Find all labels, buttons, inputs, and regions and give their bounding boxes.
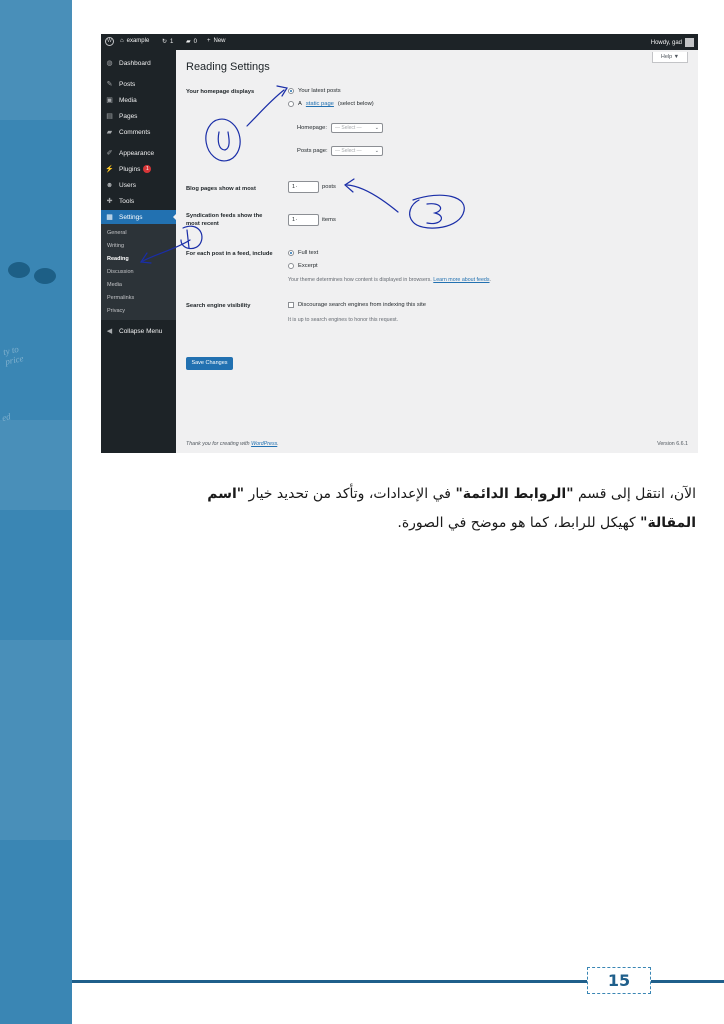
collapse-menu-button[interactable]: ◀ Collapse Menu: [106, 327, 163, 335]
visibility-note: It is up to search engines to honor this request.: [288, 317, 399, 323]
body-paragraph-line-2: المقالة" كهيكل للرابط، كما هو موضح في الصورة.: [397, 515, 696, 531]
brush-icon: ✐: [106, 150, 113, 157]
menu-item-pages[interactable]: ▤ Pages: [106, 112, 138, 120]
version-text: Version 6.6.1: [657, 441, 688, 447]
submenu-discussion[interactable]: Discussion: [107, 269, 134, 275]
homepage-select-label: Homepage:: [297, 125, 327, 131]
submenu-general[interactable]: General: [107, 230, 127, 236]
wordpress-screenshot: [101, 34, 698, 453]
excerpt-option[interactable]: Excerpt: [288, 263, 318, 269]
menu-item-users[interactable]: ☻ Users: [105, 181, 136, 189]
learn-more-feeds-link[interactable]: Learn more about feeds: [433, 277, 490, 283]
excerpt-radio[interactable]: [288, 263, 294, 269]
latest-posts-radio[interactable]: [288, 88, 294, 94]
submenu-permalinks[interactable]: Permalinks: [107, 295, 135, 301]
decorative-side-band: ty to price ed: [0, 0, 72, 1024]
menu-item-media[interactable]: ▣ Media: [106, 96, 137, 104]
submenu-reading[interactable]: Reading: [107, 256, 129, 262]
comment-bubble-icon: ▰: [186, 39, 191, 45]
static-page-link[interactable]: static page: [305, 101, 334, 107]
save-changes-button[interactable]: Save Changes: [186, 357, 233, 370]
latest-posts-option[interactable]: Your latest posts: [288, 88, 341, 94]
menu-item-comments[interactable]: ▰ Comments: [106, 128, 151, 136]
blog-pages-input[interactable]: 1٠: [288, 181, 319, 193]
submenu-media[interactable]: Media: [107, 282, 122, 288]
menu-item-dashboard[interactable]: ◍ Dashboard: [106, 59, 151, 67]
chevron-down-icon: ⌄: [374, 148, 379, 154]
homepage-displays-label: Your homepage displays: [186, 89, 255, 95]
updates-count[interactable]: 1: [170, 38, 174, 45]
admin-sidebar-menu: [101, 50, 176, 453]
posts-page-select-label: Posts page:: [297, 148, 328, 154]
page-icon: ▤: [106, 113, 113, 120]
feeds-label: Syndication feeds show the most recent: [186, 213, 263, 227]
wordpress-link[interactable]: WordPress: [251, 441, 278, 447]
submenu-privacy[interactable]: Privacy: [107, 308, 126, 314]
updates-icon: ↻: [162, 39, 168, 45]
comments-count[interactable]: 0: [193, 38, 197, 45]
settings-icon: ▦: [106, 214, 113, 221]
posts-unit: posts: [322, 184, 336, 190]
home-icon: ⌂: [120, 38, 124, 44]
submenu-writing[interactable]: Writing: [107, 243, 125, 249]
menu-item-settings[interactable]: ▦ Settings: [101, 210, 176, 224]
menu-item-tools[interactable]: ✚ Tools: [106, 197, 135, 205]
discourage-option[interactable]: Discourage search engines from indexing this site: [288, 302, 426, 308]
site-name-link[interactable]: example: [126, 38, 150, 44]
admin-bar: [101, 34, 698, 50]
dashboard-icon: ◍: [106, 60, 113, 67]
feeds-input[interactable]: 1٠: [288, 214, 319, 226]
body-paragraph-line-1: الآن، انتقل إلى قسم "الروابط الدائمة" في الإعدادات، وتأكد من تحديد خيار "اسم: [207, 486, 696, 502]
footer-thanks: Thank you for creating with WordPress.: [186, 441, 279, 447]
static-page-option[interactable]: A static page (select below): [288, 101, 374, 107]
settings-content: [176, 50, 698, 453]
wordpress-logo-icon[interactable]: W: [105, 37, 114, 46]
collapse-icon: ◀: [106, 328, 113, 335]
new-link[interactable]: New: [213, 38, 226, 44]
theme-note: Your theme determines how content is displayed in browsers. Learn more about feeds.: [288, 277, 491, 283]
wrench-icon: ✚: [106, 198, 113, 205]
feed-include-label: For each post in a feed, include: [186, 251, 273, 257]
full-text-radio[interactable]: [288, 250, 294, 256]
comment-icon: ▰: [106, 129, 113, 136]
menu-item-posts[interactable]: ✎ Posts: [106, 80, 136, 88]
page-number: 15: [587, 967, 651, 994]
discourage-checkbox[interactable]: [288, 302, 294, 308]
menu-item-plugins[interactable]: ⚡ Plugins 1: [101, 162, 176, 176]
posts-page-select[interactable]: — Select — ⌄: [331, 146, 383, 156]
homepage-select[interactable]: — Select — ⌄: [331, 123, 383, 133]
help-tab-button[interactable]: Help ▼: [652, 52, 688, 63]
plugin-icon: ⚡: [105, 166, 114, 173]
media-icon: ▣: [106, 97, 113, 104]
pin-icon: ✎: [106, 81, 113, 88]
settings-submenu: [101, 224, 176, 320]
static-page-radio[interactable]: [288, 101, 294, 107]
howdy-text[interactable]: Howdy, gad: [650, 39, 682, 46]
menu-item-appearance[interactable]: ✐ Appearance: [106, 149, 155, 157]
avatar[interactable]: [685, 38, 694, 47]
users-icon: ☻: [105, 181, 114, 189]
plus-icon: +: [207, 38, 211, 44]
plugins-update-badge: 1: [143, 165, 151, 173]
visibility-label: Search engine visibility: [186, 303, 251, 309]
chevron-down-icon: ⌄: [374, 125, 379, 131]
items-unit: items: [322, 217, 336, 223]
full-text-option[interactable]: Full text: [288, 250, 318, 256]
page-title: Reading Settings: [186, 61, 270, 73]
blog-pages-label: Blog pages show at most: [186, 186, 256, 192]
